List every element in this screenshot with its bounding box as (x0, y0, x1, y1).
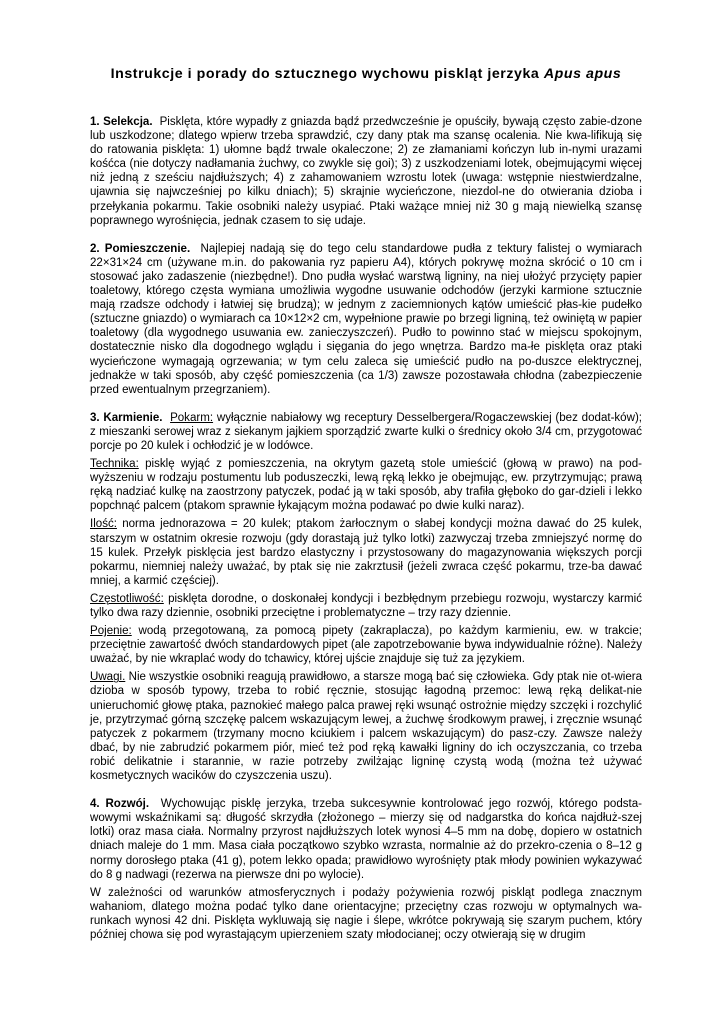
paragraph-text: Pisklęta, które wypadły z gniazda bądź przedwcześnie je opuściły, bywają często zabie-dzone lub uszkodzone; dlatego wpierw trzeba sprawdzić, czy dany ptak ma szansę ocalenia. Nie kwa-lifikują się do ratowania pisklęta: 1) ułomne bądź trwale okaleczone; 2) ze złamaniami kończyn lub in-nymi urazami kośćca (nie dotyczy nadłamania żuchwy, co zwykle się goi); 3) z uszkodzeniami lotek, obejmującymi więcej niż jedną z sześciu najdłuższych; 4) z zahamowaniem wzrostu lotek (uwaga: wstępnie niestwierdzalne, ujawnia się najwcześniej po kilku dniach); 5) skrajnie wycieńczone, niezdol-ne do otwierania dzioba i przełykania pokarmu. Takie osobniki należy usypiać. Ptaki ważące mniej niż 30 g mają niewielką szansę poprawnego wyrośnięcia, jednak czasem to się udaje. (90, 116, 642, 227)
section-paragraph (90, 797, 642, 882)
section-feeding (90, 411, 642, 783)
section-paragraph (90, 624, 642, 666)
section-heading: 4. Rozwój. (90, 798, 150, 811)
paragraph-text: pisklę wyjąć z pomieszczenia, na okrytym gazetą stole umieścić (głową w prawo) na pod-wyższeniu w rodzaju postumentu lub poduszeczki, lewą ręką lekko je obejmując, ew. przytrzymując; prawą ręką nadziać kulkę na zaostrzony patyczek, podać ją w taki sposób, aby trafiła głęboko do gar-dzieli i lekko popchnąć palcem (ptakom sprawnie łykającym można podawać po dwie kulki naraz). (90, 458, 642, 513)
paragraph-text: norma jednorazowa = 20 kulek; ptakom żarłocznym o słabej kondycji można dawać do 25 kulek, starszym w ostatnim okresie rozwoju (gdy dorastają już tylko lotki) zazwyczaj trzeba zmniejszyć normę do 15 kulek. Przełyk pisklęcia jest bardzo elastyczny i przystosowany do magazynowania większych porcji pokarmu, niemniej należy uważać, by ptak się nie zakrztusił (jeżeli zwraca część pokarmu, trze-ba dawać mniej, a karmić częściej). (90, 518, 642, 587)
paragraph-label: Ilość: (90, 518, 117, 531)
paragraph-label: Pojenie: (90, 625, 132, 638)
section-paragraph (90, 670, 642, 783)
section-heading: 2. Pomieszczenie. (90, 242, 191, 255)
paragraph-text: pisklęta dorodne, o doskonałej kondycji i bezbłędnym przebiegu rozwoju, wystarczy karmić tylko dwa razy dziennie, osobniki przeciętne i problematyczne – trzy razy dziennie. (90, 592, 642, 619)
section-development (90, 797, 642, 942)
paragraph-text: W zależności od warunków atmosferycznych i podaży pożywienia rozwój piskląt podlega znacznym wahaniom, dlatego można podać tylko dane orientacyjne; przeciętny czas rozwoju w optymalnych wa-runkach wynosi 42 dni. Pisklęta wykluwają się nagie i ślepe, wkrótce pokrywają się szarym puchem, który później chowa się pod wyrastającym upierzeniem szaty młodocianej; oczy otwierają się w drugim (90, 886, 642, 941)
section-selection (90, 115, 642, 228)
section-paragraph (90, 592, 642, 620)
paragraph-label: Częstotliwość: (90, 592, 164, 605)
paragraph-text: Najlepiej nadają się do tego celu standardowe pudła z tektury falistej o wymiarach 22×31×24 cm (używane m.in. do pakowania ryz papieru A4), których pokrywę można skrócić o 10 cm i stosować jako zadaszenie (niezbędne!). Dno pudła wysłać warstwą ligniny, na niej ułożyć przycięty papier toaletowy, którego częsta wymiana umożliwia wygodne usuwanie odchodów (jerzyki karmione sztucznie mają rzadsze odchody i łatwiej się brudzą); w jednym z zaciemnionych kątów umieścić płas-kie pudełko (sztuczne gniazdo) o wymiarach ca 10×12×2 cm, wypełnione prawie po brzegi ligniną, też owiniętą w papier toaletowy (dla wygodnego usuwania ew. zanieczyszczeń). Pudło to powinno stać w miejscu spokojnym, dostatecznie nisko dla dogodnego wglądu i sięgania do jego wnętrza. Bardzo ma-łe pisklęta oraz ptaki wycieńczone wymagają ogrzewania; w tym celu zaleca się umieścić pudło na po-duszce elektrycznej, jednakże w taki sposób, aby część pomieszczenia (ca 1/3) zawsze pozostawała chłodna (zabezpieczenie przed ewentualnym przegrzaniem). (90, 242, 642, 396)
section-paragraph (90, 457, 642, 513)
section-paragraph (90, 886, 642, 942)
section-paragraph (90, 115, 642, 228)
paragraph-label: Technika: (90, 458, 139, 471)
section-heading: 1. Selekcja. (90, 116, 153, 128)
title-species: Apus apus (543, 66, 622, 82)
paragraph-label: Pokarm: (170, 411, 214, 424)
section-paragraph (90, 517, 642, 587)
section-paragraph (90, 411, 642, 453)
document-title (90, 66, 642, 82)
section-paragraph (90, 242, 642, 397)
paragraph-text: Nie wszystkie osobniki reagują prawidłowo, a starsze mogą bać się człowieka. Gdy ptak nie ot-wiera dzioba w sposób typowy, trzeba to robić ręcznie, stosując łagodną przemoc: lewą ręką delikat-nie unieruchomić głowę ptaka, paznokieć małego palca prawej ręki wsunąć ostrożnie między szczęki i rozchylić je, przytrzymać górną szczękę palcem wskazującym lewej, a żuchwę środkowym prawej, i zręcznie wsunąć patyczek z pokarmem (trzymany mocno kciukiem i palcem wskazującym) do pasz-czy. Zawsze należy dbać, by nie zabrudzić pokarmem piór, mieć też pod ręką kawałki ligniny do ich oczyszczania, co trzeba robić delikatnie i starannie, w razie potrzeby zwilżając ligninę czystą wodą (można też używać kosmetycznych wacików do czyszczenia uszu). (90, 671, 643, 783)
paragraph-text: wyłącznie nabiałowy wg receptury Desselbergera/Rogaczewskiej (bez dodat-ków); z mieszanki serowej wraz z siekanym jajkiem sporządzić zwarte kulki o średnicy około 3/4 cm, przygotować porcje po 20 kulek i ochłodzić je w lodówce. (90, 411, 642, 452)
section-heading: 3. Karmienie. (90, 411, 163, 424)
paragraph-text: wodą przegotowaną, za pomocą pipety (zakraplacza), po każdym karmieniu, ew. w trakcie; przeciętnie zawartość dwóch standardowych pipet (ale zapotrzebowanie bywa indywidualnie różne). Należy uważać, by nie wkraplać wody do tchawicy, której ujście znajduje się tuż za językiem. (90, 625, 642, 666)
title-main: Instrukcje i porady do sztucznego wychowu piskląt jerzyka (110, 66, 540, 82)
section-housing (90, 242, 642, 397)
paragraph-text: Wychowując pisklę jerzyka, trzeba sukcesywnie kontrolować jego rozwój, którego podsta-wowymi wskaźnikami są: długość skrzydła (złożonego – mierzy się od nadgarstka do końca najdłuż-szej lotki) oraz masa ciała. Normalny przyrost najdłuższych lotek wynosi 4–5 mm na dobę, dopiero w ostatnich dniach maleje do 1 mm. Masa ciała początkowo szybko wzrasta, normalnie aż do przekro-czenia o 8–12 g normy dorosłego ptaka (41 g), potem lekko opada; prawidłowo wyrośnięty ptak młody powinien wykazywać do 8 g nadwagi (rezerwa na pierwsze dni po wylocie). (90, 798, 642, 881)
paragraph-label: Uwagi. (90, 671, 126, 684)
